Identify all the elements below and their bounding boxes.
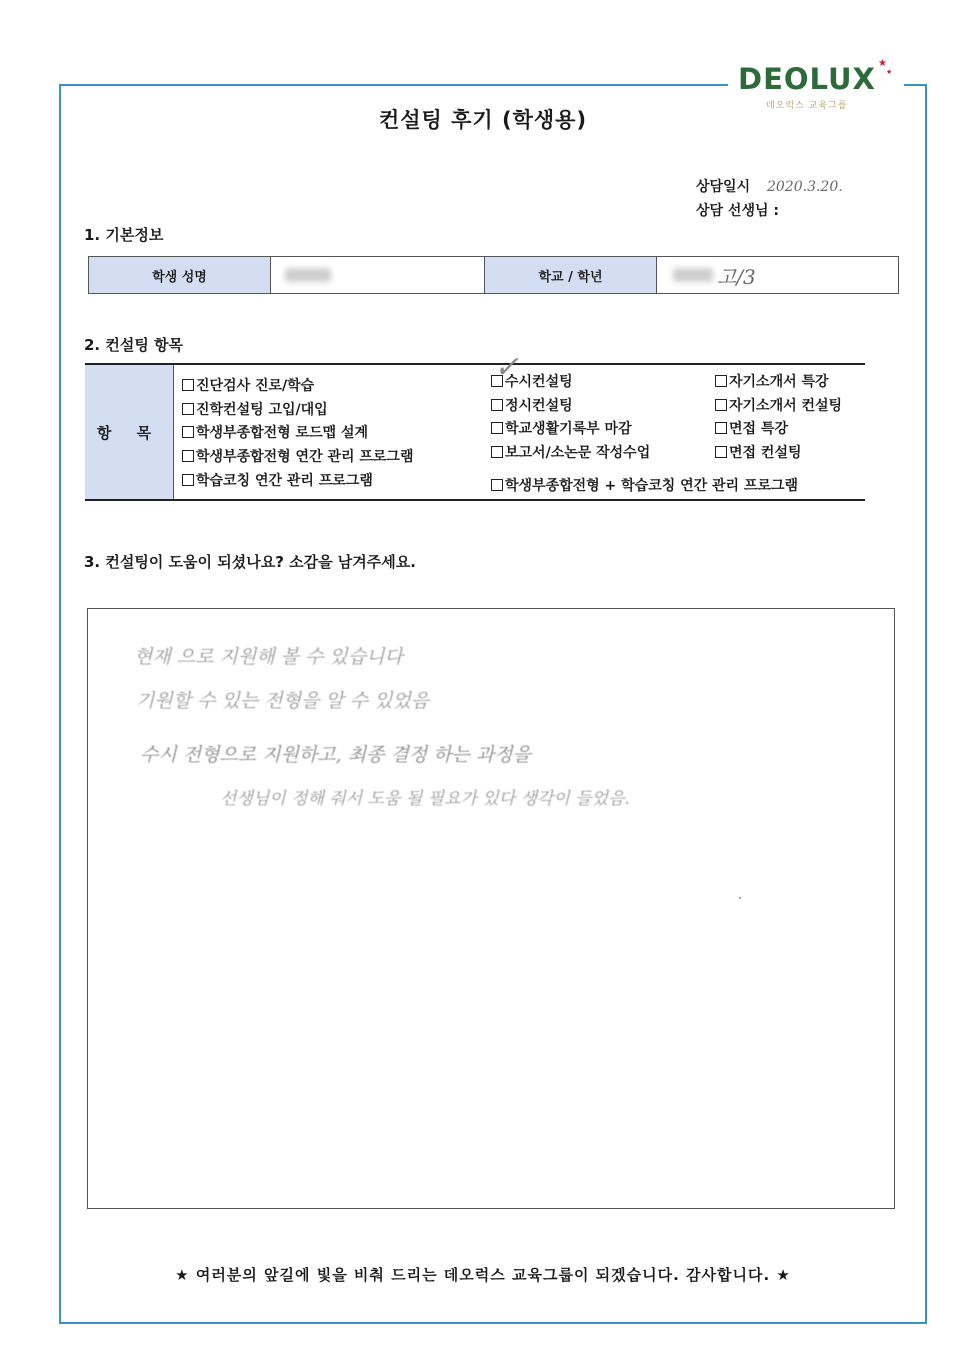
checkbox-item[interactable]: 면접 컨설팅	[715, 442, 802, 462]
checkbox-item[interactable]: 진학컨설팅 고입/대입	[182, 399, 328, 419]
star-icon: ★	[886, 68, 893, 76]
checkbox-icon[interactable]	[491, 422, 503, 434]
items-row-label: 항 목	[85, 365, 174, 499]
student-name-value	[271, 257, 485, 293]
checkbox-item[interactable]: 정시컨설팅	[491, 395, 573, 415]
section1-heading: 1. 기본정보	[84, 226, 164, 244]
handwritten-line: 수시 전형으로 지원하고, 최종 결정 하는 과정을	[140, 744, 532, 766]
school-grade-cell	[657, 257, 898, 293]
checkbox-icon[interactable]	[715, 399, 727, 411]
checkbox-icon[interactable]	[182, 403, 194, 415]
checkbox-icon[interactable]	[715, 446, 727, 458]
checkbox-item-checked[interactable]: 수시컨설팅	[491, 371, 573, 391]
checkbox-icon[interactable]	[182, 474, 194, 486]
checkbox-item[interactable]: 자기소개서 특강	[715, 371, 829, 391]
handwritten-line: 현재 으로 지원해 볼 수 있습니다	[134, 646, 403, 668]
checkbox-item[interactable]: 진단검사 진로/학습	[182, 375, 314, 395]
footer-message: ★ 여러분의 앞길에 빛을 비춰 드리는 데오럭스 교육그룹이 되겠습니다. 감사합니다. ★	[175, 1266, 791, 1284]
checkbox-icon[interactable]	[715, 375, 727, 387]
checkbox-icon[interactable]	[491, 479, 503, 491]
checkbox-item[interactable]: 학생부종합전형 로드맵 설계	[182, 422, 368, 442]
star-icon: ★	[878, 58, 887, 69]
school-grade-label: 학교 / 학년	[485, 257, 657, 293]
checkbox-icon[interactable]	[182, 450, 194, 462]
redacted-name	[285, 268, 331, 282]
checkbox-item[interactable]: 자기소개서 컨설팅	[715, 395, 842, 415]
school-grade-value: 고/3	[717, 264, 756, 289]
checkbox-item[interactable]: 학습코칭 연간 관리 프로그램	[182, 470, 373, 490]
consult-date	[696, 176, 843, 196]
checkbox-icon[interactable]	[182, 379, 194, 391]
handwritten-line: 선생님이 정해 줘서 도움 될 필요가 있다 생각이 들었음.	[220, 789, 630, 809]
checkbox-icon[interactable]	[491, 446, 503, 458]
student-name-label: 학생 성명	[89, 257, 271, 293]
basic-info-table	[88, 256, 899, 294]
checkbox-item[interactable]: 학생부종합전형 연간 관리 프로그램	[182, 446, 413, 466]
check-mark-icon: ✓	[494, 350, 520, 385]
teacher-label: 상담 선생님 :	[696, 203, 779, 219]
checkbox-icon[interactable]	[182, 426, 194, 438]
date-value: 2020.3.20.	[766, 179, 843, 195]
redacted-school	[673, 268, 713, 282]
section2-heading: 2. 컨설팅 항목	[84, 336, 184, 354]
date-label: 상담일시	[696, 179, 751, 195]
checkbox-icon[interactable]	[491, 399, 503, 411]
checkbox-icon[interactable]	[715, 422, 727, 434]
handwritten-line: 기원할 수 있는 전형을 알 수 있었음	[136, 690, 430, 712]
checkbox-item[interactable]: 학생부종합전형 + 학습코칭 연간 관리 프로그램	[491, 475, 798, 495]
stray-mark	[739, 897, 741, 899]
checkbox-item[interactable]: 보고서/소논문 작성수업	[491, 442, 650, 462]
logo-subtitle: 데오럭스 교육그룹	[766, 101, 848, 111]
checkbox-item[interactable]: 면접 특강	[715, 418, 788, 438]
checkbox-item[interactable]: 학교생활기록부 마감	[491, 418, 632, 438]
section3-heading: 3. 컨설팅이 도움이 되셨나요? 소감을 남겨주세요.	[84, 553, 416, 571]
page-title: 컨설팅 후기 (학생용)	[378, 108, 588, 132]
logo-text: DEOLUX	[738, 62, 876, 96]
